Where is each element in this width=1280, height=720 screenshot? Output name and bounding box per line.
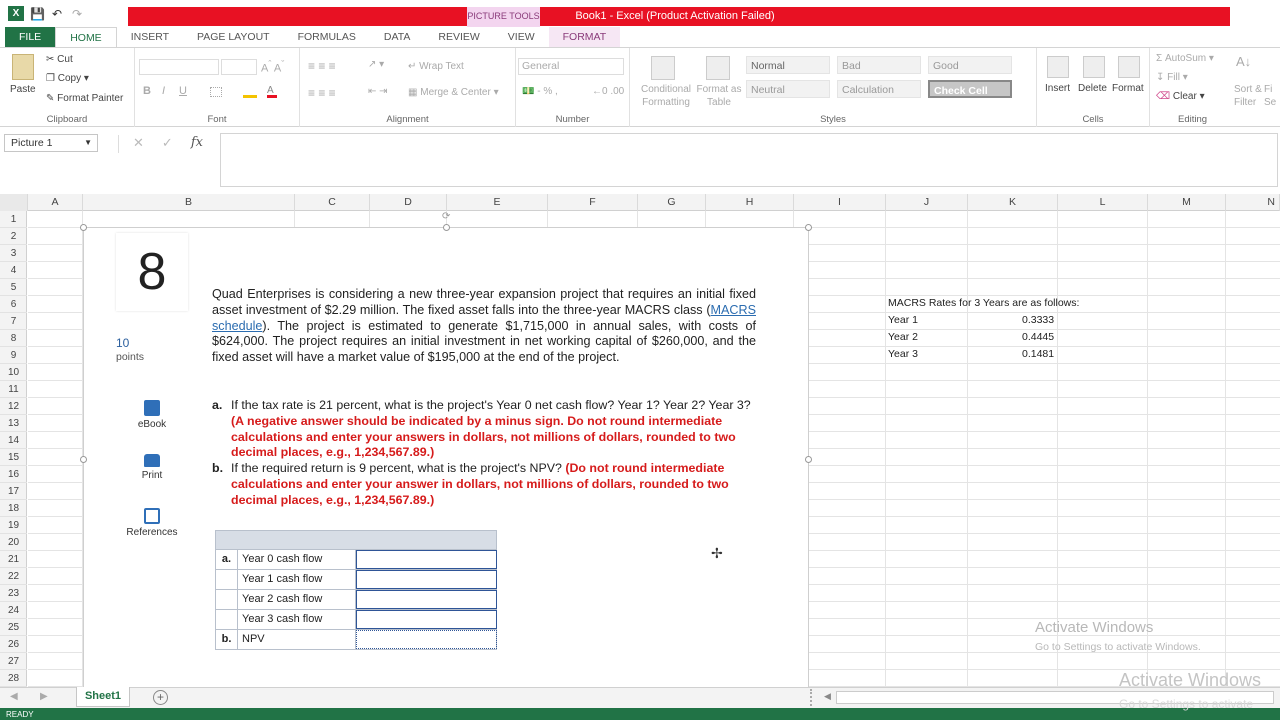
delete-button[interactable]: Delete: [1078, 83, 1107, 94]
resize-handle[interactable]: [80, 224, 87, 231]
table-row: [215, 590, 497, 610]
tab-data[interactable]: DATA: [383, 31, 411, 43]
alignment-group-label: Alignment: [386, 114, 429, 125]
row-letter: a.: [216, 550, 238, 569]
problem-text-2: ). The project is estimated to generate $1,715,000 in annual sales, with costs of $624,000. The project requires an initial investment in net working capital of $260,000, and the fixed asset will have a market value of $195,000 at the end of the project.: [212, 318, 756, 365]
row-letter: b.: [216, 630, 238, 649]
ribbon-tabs: [0, 27, 1280, 47]
number-group: [516, 48, 630, 127]
excel-logo-icon: X: [8, 6, 24, 21]
merge-icon: ▦: [408, 87, 418, 98]
italic-button[interactable]: I: [162, 85, 166, 97]
wrap-text-icon: ↵: [408, 61, 417, 72]
answer-table: [215, 530, 497, 652]
printer-icon: [144, 454, 160, 467]
clear-button[interactable]: ⌫ Clear ▾: [1156, 91, 1205, 102]
conditional-formatting-button[interactable]: Conditional Formatting: [640, 84, 692, 108]
answer-table-header: [215, 530, 497, 550]
sheet-tab-sheet1[interactable]: Sheet1: [76, 687, 130, 707]
column-header-m[interactable]: M: [1148, 194, 1226, 211]
row-header[interactable]: 17: [0, 483, 27, 500]
format-as-table-icon: [706, 56, 730, 80]
part-b-text: If the required return is 9 percent, what is the project's NPV?: [231, 461, 562, 475]
column-header-h[interactable]: H: [706, 194, 794, 211]
column-header-f[interactable]: F: [548, 194, 638, 211]
print-button[interactable]: [116, 446, 188, 498]
macrs-year-1-value[interactable]: 0.3333: [1022, 314, 1055, 326]
row-label: Year 0 cash flow: [238, 550, 356, 569]
tab-page-layout[interactable]: PAGE LAYOUT: [197, 31, 270, 43]
select-all-corner[interactable]: [0, 194, 28, 211]
bold-button[interactable]: B: [143, 85, 151, 97]
sort-filter-button[interactable]: Sort & Filter: [1234, 84, 1262, 108]
table-row: [215, 550, 497, 570]
enter-icon[interactable]: ✓: [161, 135, 173, 150]
row-header[interactable]: 23: [0, 585, 27, 602]
sort-filter-icon: A↓: [1236, 54, 1252, 69]
format-painter-label: Format Painter: [57, 93, 124, 104]
column-header-e[interactable]: E: [447, 194, 548, 211]
row-header[interactable]: 5: [0, 279, 27, 296]
row-header[interactable]: 2: [0, 228, 27, 245]
brush-icon: ✎: [46, 93, 55, 104]
references-label: References: [126, 527, 178, 538]
cut-label: Cut: [57, 54, 73, 65]
row-header[interactable]: 22: [0, 568, 27, 585]
decimal-icon[interactable]: ←0 .00: [592, 86, 625, 97]
currency-icon[interactable]: 💵 - % ,: [522, 86, 558, 97]
formula-input[interactable]: [220, 133, 1278, 187]
style-check-cell[interactable]: Check Cell: [928, 80, 1012, 98]
insert-cells-icon: [1047, 56, 1069, 78]
format-button[interactable]: Format: [1112, 83, 1144, 94]
column-header-l[interactable]: L: [1058, 194, 1148, 211]
row-header[interactable]: 13: [0, 415, 27, 432]
wrap-text-button[interactable]: [408, 61, 464, 72]
merge-center-label: Merge & Center: [420, 87, 491, 98]
row-header[interactable]: 15: [0, 449, 27, 466]
column-header-i[interactable]: I: [794, 194, 886, 211]
paste-button[interactable]: Paste: [10, 84, 36, 95]
row-label: Year 3 cash flow: [238, 610, 356, 629]
scroll-left-icon[interactable]: ◀: [10, 691, 18, 702]
editing-group-label: Editing: [1178, 114, 1208, 125]
macrs-year-1-label[interactable]: Year 1: [888, 314, 918, 326]
eraser-icon: ⌫: [1156, 91, 1171, 102]
table-row: [215, 630, 497, 650]
row-header[interactable]: 1: [0, 211, 27, 228]
autosum-button[interactable]: Σ AutoSum ▾: [1156, 53, 1214, 64]
font-name-select[interactable]: [139, 59, 219, 75]
editing-group: [1150, 48, 1280, 127]
wrap-text-label: Wrap Text: [419, 61, 464, 72]
align-top-icon[interactable]: ≡ ≡ ≡: [308, 59, 336, 73]
print-label: Print: [141, 470, 163, 481]
macrs-year-3-value[interactable]: 0.1481: [1022, 348, 1055, 360]
macrs-schedule-link[interactable]: MACRS schedule: [212, 302, 756, 333]
row-label: NPV: [238, 630, 356, 649]
name-box[interactable]: [4, 134, 98, 152]
points-label: points: [116, 351, 145, 363]
underline-button[interactable]: U: [179, 85, 187, 97]
paste-icon: [12, 54, 34, 80]
format-cells-icon: [1118, 56, 1140, 78]
cells-group: [1037, 48, 1150, 127]
points-value: 10: [116, 336, 130, 350]
macrs-year-2-label[interactable]: Year 2: [888, 331, 918, 343]
column-header-k[interactable]: K: [968, 194, 1058, 211]
insert-button[interactable]: Insert: [1045, 83, 1071, 94]
tab-formulas[interactable]: FORMULAS: [297, 31, 356, 43]
row-header[interactable]: 4: [0, 262, 27, 279]
move-cursor-icon: ✢: [711, 545, 723, 561]
row-header[interactable]: 9: [0, 347, 27, 364]
copy-icon: ❐: [46, 73, 55, 84]
tab-review[interactable]: REVIEW: [438, 31, 480, 43]
row-header[interactable]: 8: [0, 330, 27, 347]
find-select-button[interactable]: Fi Se: [1264, 84, 1277, 108]
add-sheet-button[interactable]: +: [153, 690, 168, 705]
alignment-group: [300, 48, 516, 127]
grow-font-icon[interactable]: $A^ˆ$ $A^ˇ$: [261, 59, 285, 75]
row-label: Year 1 cash flow: [238, 570, 356, 589]
year-2-cash-flow-input[interactable]: [356, 590, 497, 609]
tab-format[interactable]: FORMAT: [549, 27, 621, 47]
indent-icon[interactable]: ⇤ ⇥: [368, 86, 388, 97]
book-icon: [144, 400, 160, 416]
minimize-button[interactable]: —: [1258, 6, 1271, 20]
part-b: [212, 461, 758, 508]
macrs-year-3-label[interactable]: Year 3: [888, 348, 918, 360]
part-a-note: (A negative answer should be indicated by a minus sign. Do not round intermediate calculations and enter your answers in dollars, not millions of dollars, rounded to two decimal places, e.g., 1,234,567.89.): [231, 413, 736, 460]
cells-group-label: Cells: [1082, 114, 1104, 125]
cancel-icon[interactable]: ✕: [133, 135, 144, 150]
part-b-note: (Do not round intermediate calculations and enter your answer in dollars, not millions of dollars, rounded to two decimal places, e.g., 1,234,567.89.): [231, 461, 729, 507]
table-row: [215, 570, 497, 590]
scroll-right-icon[interactable]: ▶: [40, 691, 48, 702]
help-button[interactable]: ?: [1238, 6, 1245, 20]
row-header[interactable]: 27: [0, 653, 27, 670]
grid-line: [1147, 211, 1148, 687]
fill-button[interactable]: ↧ Fill ▾: [1156, 72, 1188, 83]
tab-split-handle[interactable]: [810, 689, 814, 706]
row-header[interactable]: 18: [0, 500, 27, 517]
font-size-select[interactable]: [221, 59, 257, 75]
chevron-down-icon[interactable]: ▼: [84, 138, 92, 147]
column-headers: [0, 194, 1280, 211]
row-header[interactable]: 25: [0, 619, 27, 636]
name-box-value: Picture 1: [11, 137, 53, 149]
references-button[interactable]: [116, 500, 188, 552]
column-header-c[interactable]: C: [295, 194, 370, 211]
row-header[interactable]: 28: [0, 670, 27, 687]
conditional-formatting-icon: [651, 56, 675, 80]
sigma-icon: Σ: [1156, 53, 1163, 64]
column-header-g[interactable]: G: [638, 194, 706, 211]
row-label: Year 2 cash flow: [238, 590, 356, 609]
number-format-select[interactable]: General: [518, 58, 624, 75]
format-as-table-button[interactable]: Format as Table: [696, 84, 742, 108]
tab-view[interactable]: VIEW: [507, 31, 535, 43]
copy-button[interactable]: ❐ Copy ▾: [46, 73, 89, 84]
merge-center-button[interactable]: ▦ Merge & Center ▾: [408, 87, 499, 98]
column-header-d[interactable]: D: [370, 194, 447, 211]
fill-label: Fill: [1167, 72, 1180, 83]
window-title: Book1 - Excel (Product Activation Failed): [575, 10, 775, 22]
macrs-year-2-value[interactable]: 0.4445: [1022, 331, 1055, 343]
year-3-cash-flow-input[interactable]: [356, 610, 497, 629]
part-b-letter: b.: [212, 461, 224, 475]
column-header-n[interactable]: N: [1226, 194, 1280, 211]
row-header[interactable]: 3: [0, 245, 27, 262]
question-number: 8: [116, 233, 188, 311]
grid-line: [967, 211, 968, 687]
resize-handle[interactable]: [805, 224, 812, 231]
row-letter: [216, 570, 238, 589]
row-letter: [216, 610, 238, 629]
borders-icon[interactable]: [210, 87, 222, 97]
row-header[interactable]: 14: [0, 432, 27, 449]
insert-function-icon[interactable]: fx: [190, 135, 203, 150]
column-header-a[interactable]: A: [28, 194, 83, 211]
tab-insert[interactable]: INSERT: [130, 31, 170, 43]
column-header-j[interactable]: J: [886, 194, 968, 211]
part-a-letter: a.: [212, 398, 223, 412]
grid-line: [1225, 211, 1226, 687]
style-neutral[interactable]: Neutral: [746, 80, 830, 98]
style-bad[interactable]: Bad: [837, 56, 921, 74]
row-header[interactable]: 24: [0, 602, 27, 619]
problem-text-1: Quad Enterprises is considering a new three-year expansion project that requires an initial fixed asset investment of $2.29 million. The fixed asset falls into the three-year MACRS class (: [212, 287, 756, 317]
undo-icon[interactable]: ↶: [51, 6, 63, 21]
grid-line: [885, 211, 886, 687]
row-header[interactable]: 7: [0, 313, 27, 330]
status-text: READY: [6, 710, 34, 719]
row-header[interactable]: 10: [0, 364, 27, 381]
styles-group: [630, 48, 1037, 127]
resize-handle[interactable]: [80, 456, 87, 463]
macrs-header-cell[interactable]: MACRS Rates for 3 Years are as follows:: [888, 297, 1080, 309]
grid-line: [1057, 211, 1058, 687]
npv-input[interactable]: [356, 630, 497, 649]
hscroll-left-icon[interactable]: ◀: [824, 691, 831, 701]
clipboard-group: [0, 48, 135, 127]
row-header[interactable]: 16: [0, 466, 27, 483]
tab-file[interactable]: FILE: [5, 27, 55, 47]
references-icon: [144, 508, 160, 524]
activate-windows-subtitle: Go to Settings to activate Windows.: [1035, 641, 1201, 653]
quick-access-toolbar: [0, 0, 128, 27]
style-normal[interactable]: Normal: [746, 56, 830, 74]
activate-windows-title: Activate Windows: [1035, 619, 1154, 636]
scissors-icon: ✂: [46, 54, 55, 65]
activate-windows-title-2: Activate Windows: [1119, 670, 1262, 690]
row-headers: [0, 211, 27, 687]
font-color-icon[interactable]: A: [267, 86, 277, 98]
column-header-b[interactable]: B: [83, 194, 295, 211]
row-header[interactable]: 6: [0, 296, 27, 313]
orientation-icon[interactable]: ↗ ▾: [368, 59, 385, 70]
ribbon: [0, 47, 1280, 127]
formula-buttons: [118, 135, 216, 153]
ebook-button[interactable]: [116, 392, 188, 444]
row-letter: [216, 590, 238, 609]
table-row: [215, 610, 497, 630]
styles-group-label: Styles: [820, 114, 846, 125]
delete-cells-icon: [1083, 56, 1105, 78]
save-icon[interactable]: 💾: [30, 6, 45, 21]
style-calculation[interactable]: Calculation: [837, 80, 921, 98]
number-group-label: Number: [555, 114, 590, 125]
autosum-label: AutoSum: [1164, 53, 1207, 64]
row-header[interactable]: 19: [0, 517, 27, 534]
ebook-label: eBook: [137, 419, 167, 430]
year-0-cash-flow-input[interactable]: [356, 550, 497, 569]
part-a-text: If the tax rate is 21 percent, what is the project's Year 0 net cash flow? Year 1? Year 2? Year 3?: [231, 398, 751, 412]
row-header[interactable]: 11: [0, 381, 27, 398]
redo-icon[interactable]: ↷: [71, 6, 83, 21]
problem-statement: [212, 287, 756, 366]
fill-down-icon: ↧: [1156, 72, 1165, 83]
activate-windows-subtitle-2: Go to Settings to activate: [1119, 697, 1254, 711]
sheet-tab-bar: [0, 687, 1280, 708]
font-group: [135, 48, 300, 127]
format-painter-button[interactable]: [46, 93, 123, 104]
row-header[interactable]: 26: [0, 636, 27, 653]
picture-tools-label: PICTURE TOOLS: [467, 7, 540, 27]
clipboard-group-label: Clipboard: [46, 114, 88, 125]
style-good[interactable]: Good: [928, 56, 1012, 74]
align-left-icon[interactable]: ≡ ≡ ≡: [308, 86, 336, 100]
rotate-handle-icon[interactable]: ⟳: [442, 211, 451, 222]
row-header[interactable]: 21: [0, 551, 27, 568]
window-controls: [1230, 6, 1280, 26]
tab-home[interactable]: HOME: [55, 27, 117, 47]
font-group-label: Font: [207, 114, 227, 125]
resize-handle[interactable]: [805, 456, 812, 463]
part-a: [212, 398, 758, 461]
row-header[interactable]: 12: [0, 398, 27, 415]
row-header[interactable]: 20: [0, 534, 27, 551]
resize-handle[interactable]: [443, 224, 450, 231]
fill-color-icon[interactable]: [243, 86, 257, 98]
status-bar: [0, 708, 1280, 720]
clear-label: Clear: [1172, 91, 1197, 102]
year-1-cash-flow-input[interactable]: [356, 570, 497, 589]
copy-label: Copy: [57, 73, 82, 84]
cut-button[interactable]: [46, 54, 73, 65]
